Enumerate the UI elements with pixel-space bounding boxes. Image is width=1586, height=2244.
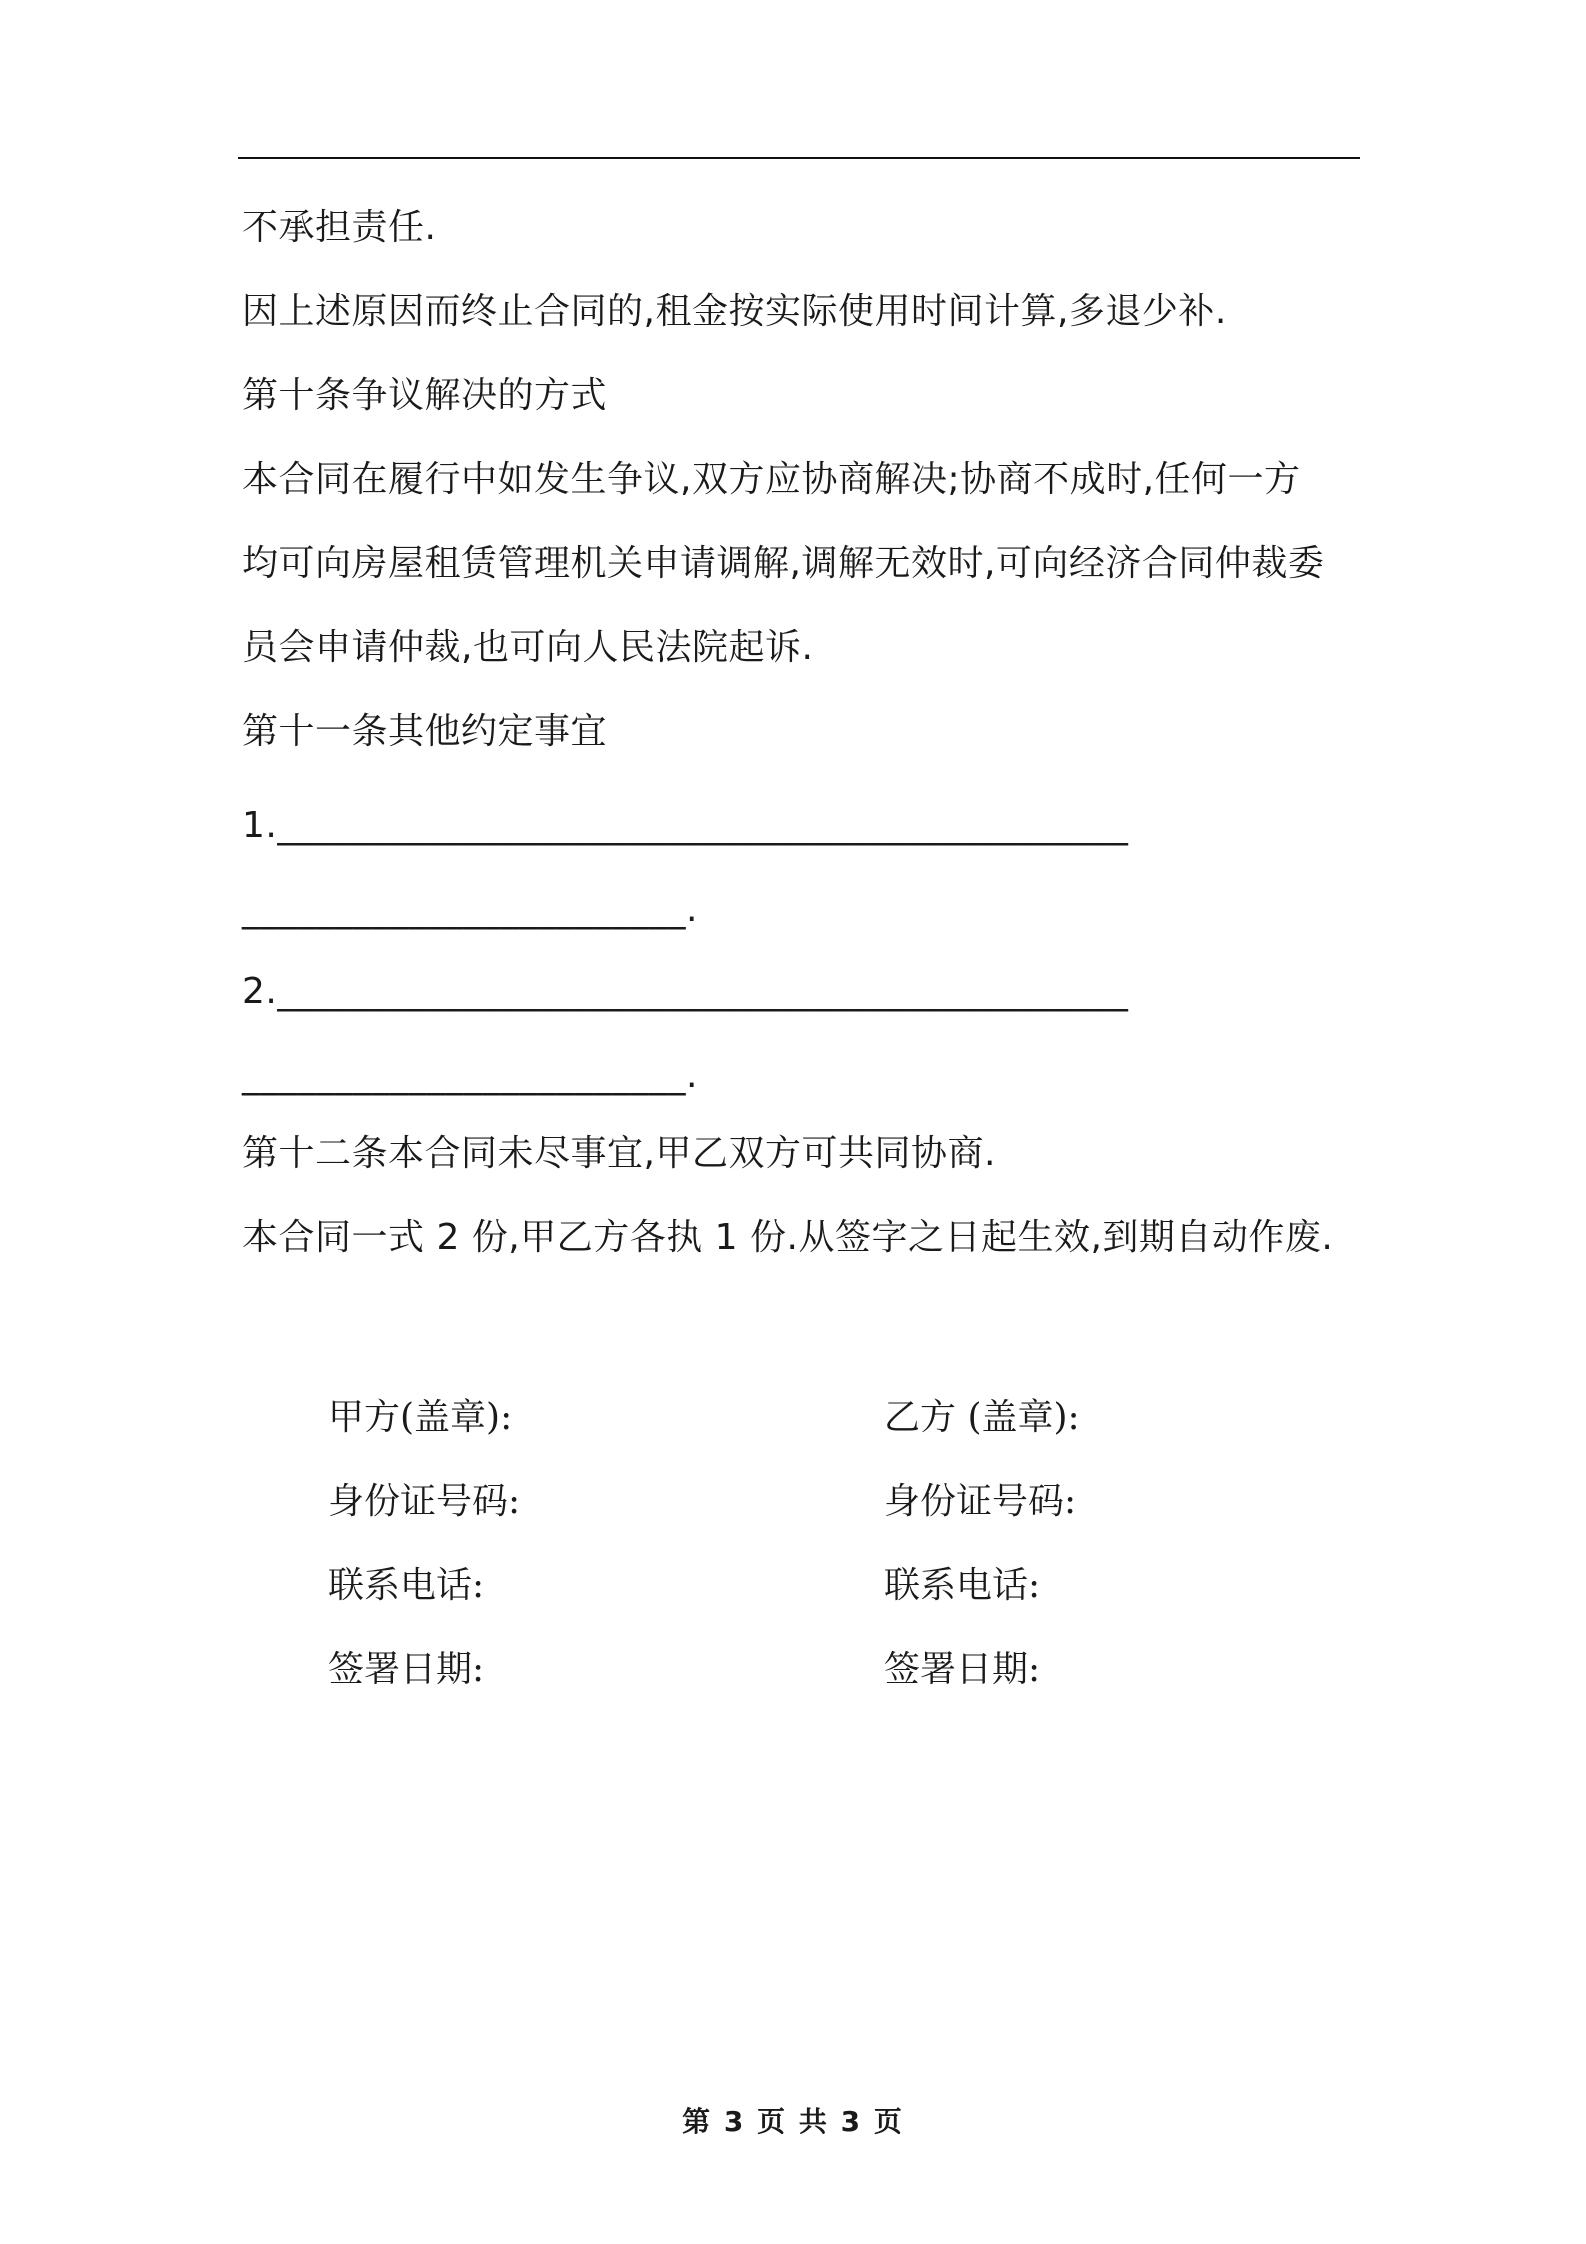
paragraph-liability: 不承担责任. [242,207,437,248]
party-b-phone-label: 联系电话: [884,1565,1041,1606]
article-10-heading: 第十条争议解决的方式 [242,375,608,416]
page-number-footer: 第 3 页 共 3 页 [682,2105,904,2138]
party-a-seal-label: 甲方(盖章): [328,1397,513,1438]
header-rule [238,157,1360,159]
party-a-date-label: 签署日期: [328,1649,485,1690]
item-1-blank-line-1: 1.______________________________________________ [242,805,1129,846]
party-b-id-label: 身份证号码: [884,1481,1077,1522]
copies-validity-text: 本合同一式 2 份,甲乙方各执 1 份.从签字之日起生效,到期自动作废. [242,1217,1334,1258]
article-10-text-line-2: 均可向房屋租赁管理机关申请调解,调解无效时,可向经济合同仲裁委 [242,543,1325,584]
party-a-id-label: 身份证号码: [328,1481,521,1522]
paragraph-termination-rent: 因上述原因而终止合同的,租金按实际使用时间计算,多退少补. [242,291,1227,332]
item-2-blank-line-2: ________________________. [242,1055,698,1096]
party-a-phone-label: 联系电话: [328,1565,485,1606]
item-2-blank-line-1: 2.______________________________________________ [242,971,1129,1012]
article-11-heading: 第十一条其他约定事宜 [242,711,608,752]
item-1-blank-line-2: ________________________. [242,889,698,930]
party-b-seal-label: 乙方 (盖章): [884,1397,1080,1438]
party-b-date-label: 签署日期: [884,1649,1041,1690]
article-12-text: 第十二条本合同未尽事宜,甲乙双方可共同协商. [242,1133,996,1174]
article-10-text-line-3: 员会申请仲裁,也可向人民法院起诉. [242,627,814,668]
article-10-text-line-1: 本合同在履行中如发生争议,双方应协商解决;协商不成时,任何一方 [242,459,1301,500]
